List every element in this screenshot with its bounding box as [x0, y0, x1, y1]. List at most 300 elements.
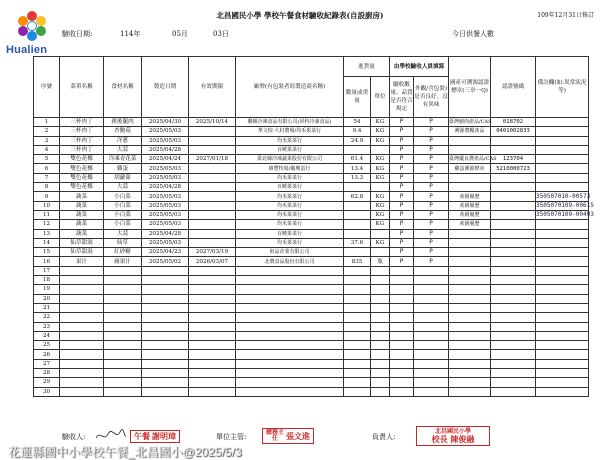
cell-unit [371, 331, 390, 340]
cell-vendor: 聯順冷凍食品有限公司(屏科冷凍食品) [236, 118, 344, 127]
cell-check-match: P [390, 164, 414, 173]
cell-expiry [189, 229, 236, 238]
cell-mfg-date: 2025/05/03 [142, 201, 189, 210]
cell-cert-code [491, 257, 536, 266]
table-row [34, 369, 589, 378]
cell-menu [60, 322, 104, 331]
cell-ingredient [104, 331, 142, 340]
cell-check-match [390, 387, 414, 396]
cell-quantity [344, 183, 371, 192]
cell-cert-code: 123704 [491, 155, 536, 164]
table-row [34, 303, 589, 312]
inspector-signature-icon [94, 428, 128, 444]
cell-menu: 三杯肉丁 [60, 145, 104, 154]
cell-remark [536, 164, 589, 173]
cell-seq: 3 [34, 136, 60, 145]
table-row [34, 238, 589, 247]
cell-ingredient [104, 285, 142, 294]
cell-cert-code [491, 238, 536, 247]
cell-unit: KG [371, 127, 390, 136]
cell-cert [449, 350, 491, 359]
cell-cert-code [491, 276, 536, 285]
cell-menu: 蔬菜 [60, 229, 104, 238]
cell-quantity: 9.4 [344, 127, 371, 136]
cell-seq: 27 [34, 359, 60, 368]
cell-remark [536, 118, 589, 127]
cell-unit [371, 229, 390, 238]
cell-check-match [390, 276, 414, 285]
cell-mfg-date [142, 359, 189, 368]
cell-quantity: 37.6 [344, 238, 371, 247]
page-title: 北昌國民小學 學校午餐食材驗收紀錄表(自設廚房) [216, 11, 384, 20]
cell-cert-code [491, 294, 536, 303]
inspection-table [33, 56, 594, 397]
cell-remark [536, 145, 589, 154]
cell-check-match: P [390, 210, 414, 219]
cell-check-match: P [390, 145, 414, 154]
cell-quantity [344, 220, 371, 229]
cell-menu [60, 369, 104, 378]
cell-cert [449, 369, 491, 378]
cell-cert-code [491, 331, 536, 340]
cell-check-match [390, 313, 414, 322]
cell-menu: 雙色花椰 [60, 173, 104, 182]
inspector-stamp-name: 謝明璋 [152, 431, 176, 441]
cell-vendor: 均禾果菜行 [236, 201, 344, 210]
table-row [34, 155, 589, 164]
cell-remark [536, 220, 589, 229]
table-row [34, 257, 589, 266]
cell-unit: KG [371, 164, 390, 173]
cell-unit: KG [371, 201, 390, 210]
cell-menu: 仙草甜湯 [60, 248, 104, 257]
cell-check-look [414, 378, 449, 387]
cell-expiry [189, 266, 236, 275]
cell-ingredient: 仙草 [104, 238, 142, 247]
cell-ingredient: 杏鮑菇 [104, 127, 142, 136]
cell-expiry [189, 313, 236, 322]
cell-vendor [236, 266, 344, 275]
cell-mfg-date: 2025/04/30 [142, 118, 189, 127]
cell-ingredient [104, 303, 142, 312]
cell-quantity [344, 322, 371, 331]
cell-menu [60, 331, 104, 340]
cell-vendor [236, 285, 344, 294]
cell-unit [371, 378, 390, 387]
cell-cert [449, 229, 491, 238]
cell-mfg-date: 2025/04/28 [142, 145, 189, 154]
cell-check-look: P [414, 192, 449, 201]
cell-ingredient: 蘋果汁 [104, 257, 142, 266]
cell-ingredient: 洋蔥 [104, 136, 142, 145]
cell-mfg-date: 2025/04/28 [142, 183, 189, 192]
cell-check-look: P [414, 248, 449, 257]
cell-vendor: 華文校-大村農場/均禾果菜行 [236, 127, 344, 136]
cell-vendor: 祖品企業有限公司 [236, 248, 344, 257]
cell-cert [449, 238, 491, 247]
cell-remark [536, 136, 589, 145]
cell-check-match: P [390, 192, 414, 201]
table-row [34, 248, 589, 257]
cell-unit [371, 276, 390, 285]
cell-mfg-date [142, 294, 189, 303]
cell-expiry [189, 276, 236, 285]
table-row [34, 201, 589, 210]
cell-remark [536, 378, 589, 387]
principal-stamp-title: 校長 [431, 434, 448, 444]
col-menu: 菜單名稱 [60, 57, 104, 118]
cell-vendor [236, 378, 344, 387]
cell-check-look [414, 359, 449, 368]
cell-cert-code: 5210000723 [491, 164, 536, 173]
cell-check-look: P [414, 127, 449, 136]
table-row [34, 359, 589, 368]
col-check-look: 外觀/含包裝)是否良好、沒有異味 [414, 77, 449, 118]
cell-expiry [189, 359, 236, 368]
cell-cert-code [491, 341, 536, 350]
cell-cert: 產銷履歷 [449, 192, 491, 201]
cell-remark [536, 257, 589, 266]
cell-ingredient: 大蒜 [104, 145, 142, 154]
cell-menu [60, 303, 104, 312]
cell-expiry [189, 220, 236, 229]
cell-cert [449, 359, 491, 368]
cell-cert-code: 0401002833 [491, 127, 536, 136]
cell-quantity [344, 378, 371, 387]
cell-quantity: 835 [344, 257, 371, 266]
cell-quantity [344, 369, 371, 378]
cell-cert: 雞蛋溯源標章 [449, 164, 491, 173]
cell-mfg-date [142, 276, 189, 285]
inspector-stamp-top: 午餐 [134, 431, 150, 441]
cell-unit: KG [371, 118, 390, 127]
cell-check-look: P [414, 164, 449, 173]
cell-menu: 雙色花椰 [60, 155, 104, 164]
cell-remark [536, 248, 589, 257]
cell-ingredient: 豬後腿肉 [104, 118, 142, 127]
cell-seq: 13 [34, 229, 60, 238]
cell-menu [60, 313, 104, 322]
cell-unit: KG [371, 210, 390, 219]
cell-vendor [236, 350, 344, 359]
director-label: 單位主管: [216, 433, 247, 441]
cell-quantity [344, 229, 371, 238]
cell-cert-code [491, 173, 536, 182]
table-row [34, 322, 589, 331]
cell-check-match [390, 322, 414, 331]
cell-expiry [189, 285, 236, 294]
cell-cert-code [491, 313, 536, 322]
cell-unit [371, 369, 390, 378]
cell-ingredient [104, 369, 142, 378]
cell-check-look: P [414, 238, 449, 247]
cell-quantity: 54 [344, 118, 371, 127]
cell-remark [536, 276, 589, 285]
cell-cert-code [491, 183, 536, 192]
cell-ingredient: 冷凍青花菜 [104, 155, 142, 164]
cell-seq: 28 [34, 369, 60, 378]
cell-seq: 22 [34, 313, 60, 322]
cell-ingredient [104, 350, 142, 359]
cell-vendor: 均禾果菜行 [236, 238, 344, 247]
cell-quantity [344, 350, 371, 359]
cell-menu [60, 378, 104, 387]
cell-ingredient: 大蒜 [104, 183, 142, 192]
cell-expiry [189, 331, 236, 340]
cell-ingredient [104, 387, 142, 396]
cell-menu: 三杯肉丁 [60, 136, 104, 145]
cell-remark [536, 313, 589, 322]
cell-cert-code [491, 145, 536, 154]
cell-cert-code [491, 220, 536, 229]
cell-expiry [189, 201, 236, 210]
cell-mfg-date [142, 341, 189, 350]
cell-menu [60, 359, 104, 368]
cell-vendor [236, 313, 344, 322]
cell-expiry [189, 387, 236, 396]
cell-mfg-date: 2025/05/03 [142, 238, 189, 247]
table-row [34, 350, 589, 359]
cell-check-look [414, 331, 449, 340]
cell-unit: KG [371, 192, 390, 201]
table-row [34, 387, 589, 396]
cell-mfg-date: 2025/05/03 [142, 164, 189, 173]
cell-cert-code [491, 350, 536, 359]
col-ingredient: 食材名稱 [104, 57, 142, 118]
date-day: 03日 [213, 30, 229, 38]
cell-cert: 溯源農糧產品 [449, 127, 491, 136]
cell-mfg-date: 2025/04/23 [142, 248, 189, 257]
cell-check-look [414, 313, 449, 322]
cell-check-look: P [414, 155, 449, 164]
cell-cert [449, 257, 491, 266]
cell-quantity [344, 285, 371, 294]
cell-cert-code [491, 359, 536, 368]
cell-unit: KG [371, 238, 390, 247]
cell-unit [371, 266, 390, 275]
cell-menu: 蔬菜 [60, 192, 104, 201]
date-month: 05月 [172, 30, 188, 38]
cell-ingredient: 小白菜 [104, 201, 142, 210]
col-cert-code: 認證號碼 [491, 57, 536, 118]
col-expiry: 有效期限 [189, 57, 236, 118]
cell-menu [60, 341, 104, 350]
cell-quantity [344, 294, 371, 303]
cell-ingredient [104, 359, 142, 368]
cell-check-match [390, 378, 414, 387]
inspector-label: 驗收人: [62, 433, 86, 441]
cell-quantity: 13.3 [344, 173, 371, 182]
table-row [34, 164, 589, 173]
table-row [34, 266, 589, 275]
cell-remark [536, 155, 589, 164]
cell-check-look [414, 294, 449, 303]
cell-check-match [390, 350, 414, 359]
cell-seq: 30 [34, 387, 60, 396]
cell-cert-code: 018702 [491, 118, 536, 127]
cell-menu [60, 294, 104, 303]
cell-menu: 果汁 [60, 257, 104, 266]
director-stamp-name: 張文進 [286, 430, 310, 441]
cell-check-look [414, 285, 449, 294]
date-label: 驗收日期: [62, 30, 93, 38]
cell-remark: 3505070109-00615 [536, 201, 594, 209]
cell-expiry: 2026/03/07 [189, 257, 236, 266]
cell-vendor [236, 276, 344, 285]
cell-vendor: 均禾果菜行 [236, 192, 344, 201]
cell-check-match [390, 303, 414, 312]
cell-seq: 21 [34, 303, 60, 312]
table-row [34, 220, 589, 229]
cell-menu [60, 350, 104, 359]
cell-seq: 26 [34, 350, 60, 359]
cell-cert-code [491, 303, 536, 312]
col-cert: 國產可溯源認證標章(三章一Q) [449, 57, 491, 118]
cell-check-match: P [390, 201, 414, 210]
cell-menu [60, 266, 104, 275]
cell-remark [536, 127, 589, 136]
cell-check-match: P [390, 229, 414, 238]
cell-vendor: 均禾果菜行 [236, 136, 344, 145]
cell-unit [371, 248, 390, 257]
cell-remark [536, 359, 589, 368]
cell-quantity [344, 201, 371, 210]
table-row [34, 276, 589, 285]
cell-unit: KG [371, 136, 390, 145]
cell-mfg-date [142, 303, 189, 312]
cell-cert [449, 266, 491, 275]
cell-unit [371, 359, 390, 368]
cell-seq: 6 [34, 164, 60, 173]
cell-cert-code [491, 201, 536, 210]
cell-check-match [390, 294, 414, 303]
cell-ingredient [104, 313, 142, 322]
cell-cert: 產銷履歷 [449, 220, 491, 229]
cell-cert [449, 322, 491, 331]
cell-cert-code [491, 210, 536, 219]
table-row [34, 118, 589, 127]
director-stamp [262, 428, 314, 444]
cell-check-look: P [414, 220, 449, 229]
cell-check-look: P [414, 201, 449, 210]
cell-ingredient: 大蒜 [104, 229, 142, 238]
cell-check-look: P [414, 257, 449, 266]
cell-seq: 8 [34, 183, 60, 192]
cell-check-look: P [414, 210, 449, 219]
cell-quantity [344, 341, 371, 350]
cell-seq: 12 [34, 220, 60, 229]
cell-cert-code [491, 387, 536, 396]
cell-check-match: P [390, 248, 414, 257]
cell-check-look: P [414, 183, 449, 192]
cell-check-match [390, 341, 414, 350]
cell-check-match: P [390, 183, 414, 192]
date-year: 114年 [120, 30, 141, 38]
cell-unit [371, 350, 390, 359]
col-mfg-date: 製造日期 [142, 57, 189, 118]
cell-mfg-date [142, 331, 189, 340]
cell-mfg-date [142, 266, 189, 275]
cell-cert-code [491, 136, 536, 145]
cell-cert [449, 378, 491, 387]
cell-vendor: 百曉果菜行 [236, 229, 344, 238]
cell-unit [371, 387, 390, 396]
cell-menu: 雙色花椰 [60, 183, 104, 192]
cell-mfg-date [142, 322, 189, 331]
cell-seq: 9 [34, 192, 60, 201]
cell-ingredient: 小白菜 [104, 210, 142, 219]
cell-check-look [414, 341, 449, 350]
cell-check-match [390, 369, 414, 378]
table-row [34, 331, 589, 340]
col-check-group: 由學校驗收人員填寫 [390, 57, 449, 77]
cell-menu: 蔬菜 [60, 220, 104, 229]
table-row [34, 378, 589, 387]
cell-mfg-date: 2025/05/03 [142, 210, 189, 219]
cell-vendor [236, 303, 344, 312]
principal-stamp-top: 北昌國民小學 [434, 428, 471, 435]
cell-ingredient: 小白菜 [104, 220, 142, 229]
cell-menu: 仙草甜湯 [60, 238, 104, 247]
cell-quantity: 24.9 [344, 136, 371, 145]
cell-check-look [414, 276, 449, 285]
cell-quantity [344, 387, 371, 396]
principal-stamp [416, 426, 490, 446]
cell-check-look [414, 350, 449, 359]
col-quantity: 數量或重量 [344, 77, 371, 118]
cell-expiry [189, 238, 236, 247]
table-row [34, 183, 589, 192]
inspector-stamp [130, 430, 180, 443]
cell-menu: 雙色花椰 [60, 164, 104, 173]
cell-ingredient: 雞蛋 [104, 164, 142, 173]
cell-seq: 25 [34, 341, 60, 350]
logo-text: Hualien [6, 44, 48, 56]
cell-quantity [344, 210, 371, 219]
col-vendor: 廠牌(有包裝者寫製造商名稱) [236, 57, 344, 118]
cell-unit: KG [371, 155, 390, 164]
cell-vendor: 均禾果菜行 [236, 173, 344, 182]
cell-unit: KG [371, 220, 390, 229]
col-check-match: 驗收數量、品質是否符合規定 [390, 77, 414, 118]
cell-quantity [344, 145, 371, 154]
cell-mfg-date: 2025/05/03 [142, 136, 189, 145]
cell-cert [449, 331, 491, 340]
col-unit: 單位 [371, 77, 390, 118]
cell-cert [449, 303, 491, 312]
cell-cert-code [491, 192, 536, 201]
cell-menu: 蔬菜 [60, 210, 104, 219]
cell-menu [60, 285, 104, 294]
cell-check-match: P [390, 173, 414, 182]
cell-cert: 臺灣豬肉產品/CAS [449, 119, 492, 126]
cell-expiry: 2027/01/18 [189, 155, 236, 164]
cell-check-look: P [414, 136, 449, 145]
cell-mfg-date [142, 350, 189, 359]
cell-check-look [414, 387, 449, 396]
cell-seq: 18 [34, 276, 60, 285]
cell-seq: 10 [34, 201, 60, 210]
cell-cert [449, 285, 491, 294]
cell-remark [536, 331, 589, 340]
cell-mfg-date [142, 369, 189, 378]
cell-remark [536, 350, 589, 359]
cell-quantity [344, 313, 371, 322]
cell-quantity [344, 248, 371, 257]
cell-expiry [189, 183, 236, 192]
cell-menu [60, 387, 104, 396]
cell-vendor [236, 359, 344, 368]
